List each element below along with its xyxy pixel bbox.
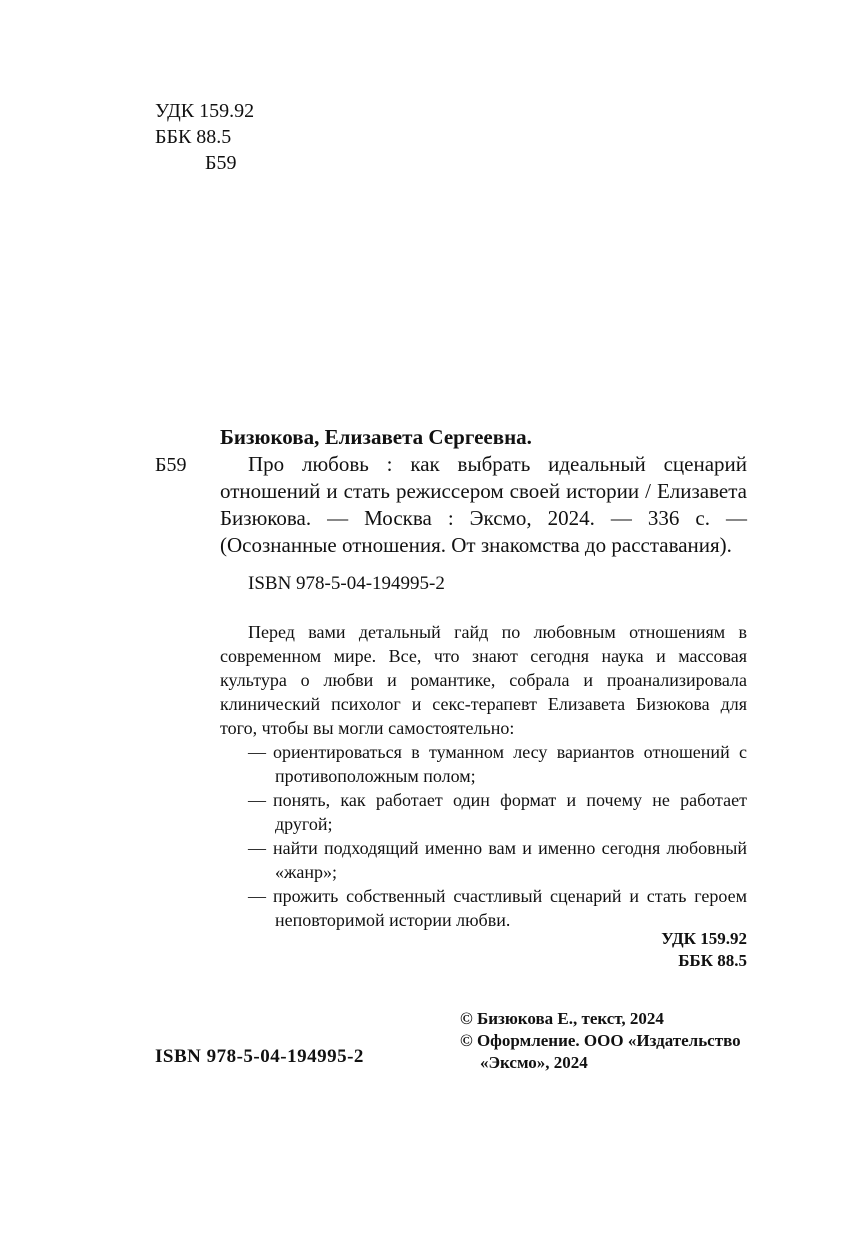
bullet-text: прожить собственный счастливый сценарий и стать героем неповторимой истории любви. [273, 886, 747, 930]
bullet-text: понять, как работает один формат и почему не работает другой; [273, 790, 747, 834]
author-heading: Бизюкова, Елизавета Сергеевна. [220, 425, 532, 449]
annotation-intro: Перед вами детальный гайд по любовным отношениям в современном мире. Все, что знают сегодня наука и массовая культура о любви и романтике, собрала и проанализировала клинический психолог и секс-терапевт Елизавета Бизюкова для того, чтобы вы могли самостоятельно: [220, 622, 747, 738]
annotation-bullet [220, 788, 747, 836]
isbn-catalog: ISBN 978-5-04-194995-2 [248, 573, 445, 594]
bbk-bottom: ББК 88.5 [678, 951, 747, 970]
bibliographic-description: Про любовь : как выбрать идеальный сценарий отношений и стать режиссером своей истории / Елизавета Бизюкова. — Москва : Эксмо, 2024. — 336 с. — (Осознанные отношения. От знакомства до расставания). [220, 452, 747, 557]
udk-top: УДК 159.92 [155, 100, 255, 122]
bullet-text: найти подходящий именно вам и именно сегодня любовный «жанр»; [273, 838, 747, 882]
catalog-entry [155, 424, 747, 596]
annotation-bullet [220, 740, 747, 788]
classification-block-bottom [661, 928, 747, 972]
copyright-line: © Бизюкова Е., текст, 2024 [460, 1009, 664, 1028]
bullet-dash: — [248, 886, 266, 906]
udk-bottom: УДК 159.92 [661, 929, 747, 948]
annotation-bullet [220, 836, 747, 884]
annotation-block [220, 620, 747, 932]
classification-block-top [155, 98, 254, 176]
bullet-text: ориентироваться в туманном лесу вариантов отношений с противоположным полом; [273, 742, 747, 786]
copyright-line: © Оформление. ООО «Издательство «Эксмо», 2024 [460, 1031, 741, 1072]
bullet-dash: — [248, 838, 266, 858]
bullet-dash: — [248, 790, 266, 810]
bbk-top: ББК 88.5 [155, 126, 232, 148]
bullet-dash: — [248, 742, 266, 762]
isbn-bottom: ISBN 978-5-04-194995-2 [155, 1046, 364, 1067]
annotation-bullet-list [220, 740, 747, 932]
author-sign-top: Б59 [205, 152, 237, 174]
copyright-block [460, 1008, 760, 1074]
annotation-bullet [220, 884, 747, 932]
author-sign-margin: Б59 [155, 454, 187, 476]
